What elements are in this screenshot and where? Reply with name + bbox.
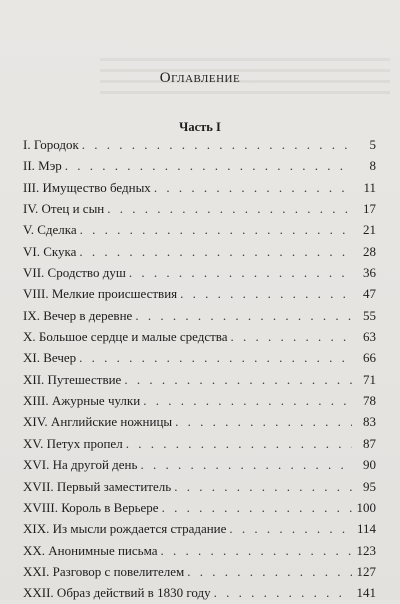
toc-leader-dots xyxy=(107,198,352,219)
toc-entry xyxy=(23,283,376,304)
toc-entry-label: XVII. Первый заместитель xyxy=(23,478,172,494)
toc-entry xyxy=(23,326,376,347)
toc-entry-label: VIII. Мелкие происшествия xyxy=(23,286,178,302)
toc-entry xyxy=(23,262,376,283)
toc-leader-dots xyxy=(135,305,352,326)
toc-leader-dots xyxy=(161,540,353,561)
toc-entry-page-number: 123 xyxy=(356,542,376,558)
toc-entry xyxy=(23,155,376,176)
toc-leader-dots xyxy=(65,155,352,176)
toc-entry-label: XV. Петух пропел xyxy=(23,435,123,451)
toc-entry xyxy=(23,454,376,475)
toc-leader-dots xyxy=(154,177,352,198)
toc-leader-dots xyxy=(79,241,352,262)
toc-entry-page-number: 87 xyxy=(363,435,376,451)
toc-leader-dots xyxy=(174,476,352,497)
toc-leader-dots xyxy=(231,326,352,347)
toc-entry xyxy=(23,540,376,561)
toc-leader-dots xyxy=(82,134,352,155)
toc-entry-label: XXII. Образ действий в 1830 году xyxy=(23,585,211,601)
toc-entry-label: XXI. Разговор с повелителем xyxy=(23,563,185,579)
toc-entry-label: X. Большое сердце и малые средства xyxy=(23,329,228,345)
toc-entries xyxy=(23,134,376,604)
toc-entry xyxy=(23,134,376,155)
toc-entry-page-number: 5 xyxy=(369,137,376,152)
toc-entry xyxy=(23,305,376,326)
toc-leader-dots xyxy=(214,582,352,603)
toc-entry-page-number: 66 xyxy=(363,350,376,366)
toc-entry-page-number: 100 xyxy=(356,499,376,515)
toc-entry xyxy=(23,497,376,518)
toc-leader-dots xyxy=(80,219,352,240)
toc-leader-dots xyxy=(175,411,352,432)
toc-entry-label: I. Городок xyxy=(23,137,79,152)
toc-entry-label: V. Сделка xyxy=(23,222,77,238)
toc-entry xyxy=(23,369,376,390)
toc-entry-page-number: 36 xyxy=(363,265,376,281)
toc-entry xyxy=(23,476,376,497)
toc-entry xyxy=(23,561,376,582)
toc-entry-page-number: 95 xyxy=(363,478,376,494)
toc-entry-page-number: 83 xyxy=(363,414,376,430)
toc-entry-label: VI. Скука xyxy=(23,243,77,259)
toc-leader-dots xyxy=(79,347,352,368)
toc-entry-label: XVIII. Король в Верьере xyxy=(23,499,159,515)
toc-leader-dots xyxy=(143,390,352,411)
toc-entry-page-number: 28 xyxy=(363,243,376,259)
toc-entry-page-number: 141 xyxy=(356,585,376,601)
toc-entry xyxy=(23,390,376,411)
toc-entry-page-number: 47 xyxy=(363,286,376,302)
toc-entry-page-number: 63 xyxy=(363,329,376,345)
toc-entry-label: IV. Отец и сын xyxy=(23,201,105,217)
toc-entry-label: XVI. На другой день xyxy=(23,457,138,473)
toc-entry-label: II. Мэр xyxy=(23,158,62,174)
toc-title: Оглавление xyxy=(159,70,241,86)
toc-entry-page-number: 21 xyxy=(363,222,376,238)
toc-leader-dots xyxy=(124,369,352,390)
toc-leader-dots xyxy=(162,497,352,518)
toc-entry-page-number: 78 xyxy=(363,393,376,409)
toc-entry-label: XIX. Из мысли рождается страдание xyxy=(23,521,227,537)
toc-leader-dots xyxy=(126,433,352,454)
toc-entry xyxy=(23,177,376,198)
toc-entry-label: III. Имущество бедных xyxy=(23,179,151,195)
toc-entry-label: XI. Вечер xyxy=(23,350,77,366)
toc-entry-label: IX. Вечер в деревне xyxy=(23,307,133,323)
toc-entry xyxy=(23,518,376,539)
toc-entry xyxy=(23,582,376,603)
toc-entry-page-number: 17 xyxy=(363,201,376,217)
toc-entry-page-number: 55 xyxy=(363,307,376,323)
toc-entry xyxy=(23,347,376,368)
toc-entry xyxy=(23,219,376,240)
toc-entry xyxy=(23,411,376,432)
toc-entry-label: XIV. Английские ножницы xyxy=(23,414,173,430)
toc-entry-label: XIII. Ажурные чулки xyxy=(23,393,141,409)
toc-leader-dots xyxy=(180,283,352,304)
toc-entry-page-number: 114 xyxy=(356,521,376,537)
toc-entry xyxy=(23,433,376,454)
toc-entry-page-number: 8 xyxy=(369,158,376,174)
toc-entry xyxy=(23,241,376,262)
toc-entry-page-number: 71 xyxy=(363,371,376,387)
part-title: Часть I xyxy=(179,120,221,134)
toc-entry xyxy=(23,198,376,219)
toc-entry-page-number: 90 xyxy=(363,457,376,473)
toc-entry-label: XX. Анонимные письма xyxy=(23,542,158,558)
toc-entry-label: XII. Путешествие xyxy=(23,371,122,387)
toc-leader-dots xyxy=(229,518,352,539)
toc-entry-page-number: 11 xyxy=(363,179,376,195)
toc-leader-dots xyxy=(187,561,352,582)
toc-leader-dots xyxy=(129,262,352,283)
toc-leader-dots xyxy=(140,454,352,475)
toc-entry-page-number: 127 xyxy=(356,563,376,579)
toc-entry-label: VII. Сродство душ xyxy=(23,265,126,281)
